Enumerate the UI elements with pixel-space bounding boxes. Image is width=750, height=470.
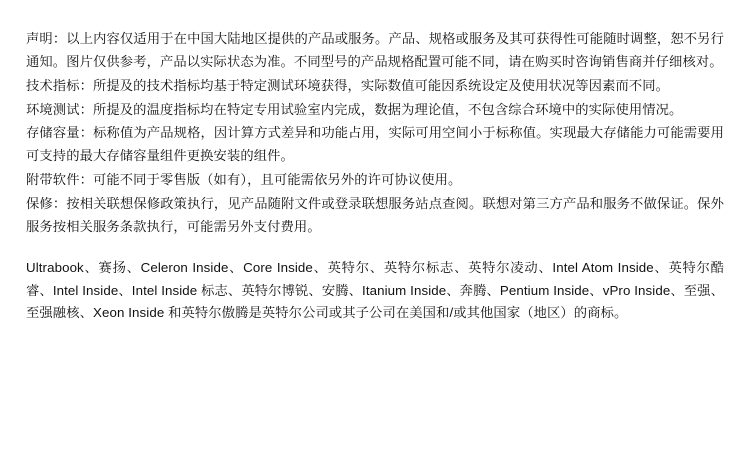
disclaimer-text: 所提及的技术指标均基于特定测试环境获得，实际数值可能因系统设定及使用状况等因素而不同。 — [92, 77, 670, 93]
disclaimer-paragraph — [26, 122, 724, 168]
disclaimer-label: 声明： — [26, 31, 67, 46]
disclaimer-text: 所提及的温度指标均在特定专用试验室内完成，数据为理论值，不包含综合环境中的实际使用情况。 — [92, 101, 683, 117]
disclaimer-section — [26, 28, 724, 239]
disclaimer-text: 标称值为产品规格，因计算方式差异和功能占用，实际可用空间小于标称值。实现最大存储能力可能需要用可支持的最大存储容量组件更换安装的组件。 — [26, 125, 725, 164]
disclaimer-label: 技术指标： — [26, 77, 93, 93]
disclaimer-label: 附带软件： — [26, 172, 93, 188]
disclaimer-paragraph — [26, 75, 724, 98]
disclaimer-text: 按相关联想保修政策执行，见产品随附文件或登录联想服务站点查阅。联想对第三方产品和服务不做保证。保外服务按相关服务条款执行，可能需另外支付费用。 — [26, 196, 724, 234]
disclaimer-label: 环境测试： — [26, 101, 93, 117]
disclaimer-paragraph — [26, 99, 724, 122]
disclaimer-label: 保修： — [26, 196, 67, 212]
disclaimer-label: 存储容量： — [26, 125, 94, 141]
disclaimer-paragraph — [26, 28, 724, 74]
disclaimer-text: 以上内容仅适用于在中国大陆地区提供的产品或服务。产品、规格或服务及其可获得性可能随时调整，恕不另行通知。图片仅供参考，产品以实际状态为准。不同型号的产品规格配置可能不同，请在购买时咨询销售商并仔细核对。 — [26, 31, 724, 69]
disclaimer-text: 可能不同于零售版（如有），且可能需依另外的许可协议使用。 — [92, 172, 462, 188]
section-divider — [26, 240, 724, 257]
trademark-notice: Ultrabook、赛扬、Celeron Inside、Core Inside、英特尔、英特尔标志、英特尔凌动、Intel Atom Inside、英特尔酷睿、Intel Inside、Intel Inside 标志、英特尔博锐、安腾、Itanium Inside、奔腾、Pentium Inside、vPro Inside、至强、至强融核、Xeon Inside 和英特尔傲腾是英特尔公司或其子公司在美国和/或其他国家（地区）的商标。 — [26, 259, 724, 321]
disclaimer-paragraph — [26, 169, 724, 192]
disclaimer-paragraph — [26, 193, 724, 239]
